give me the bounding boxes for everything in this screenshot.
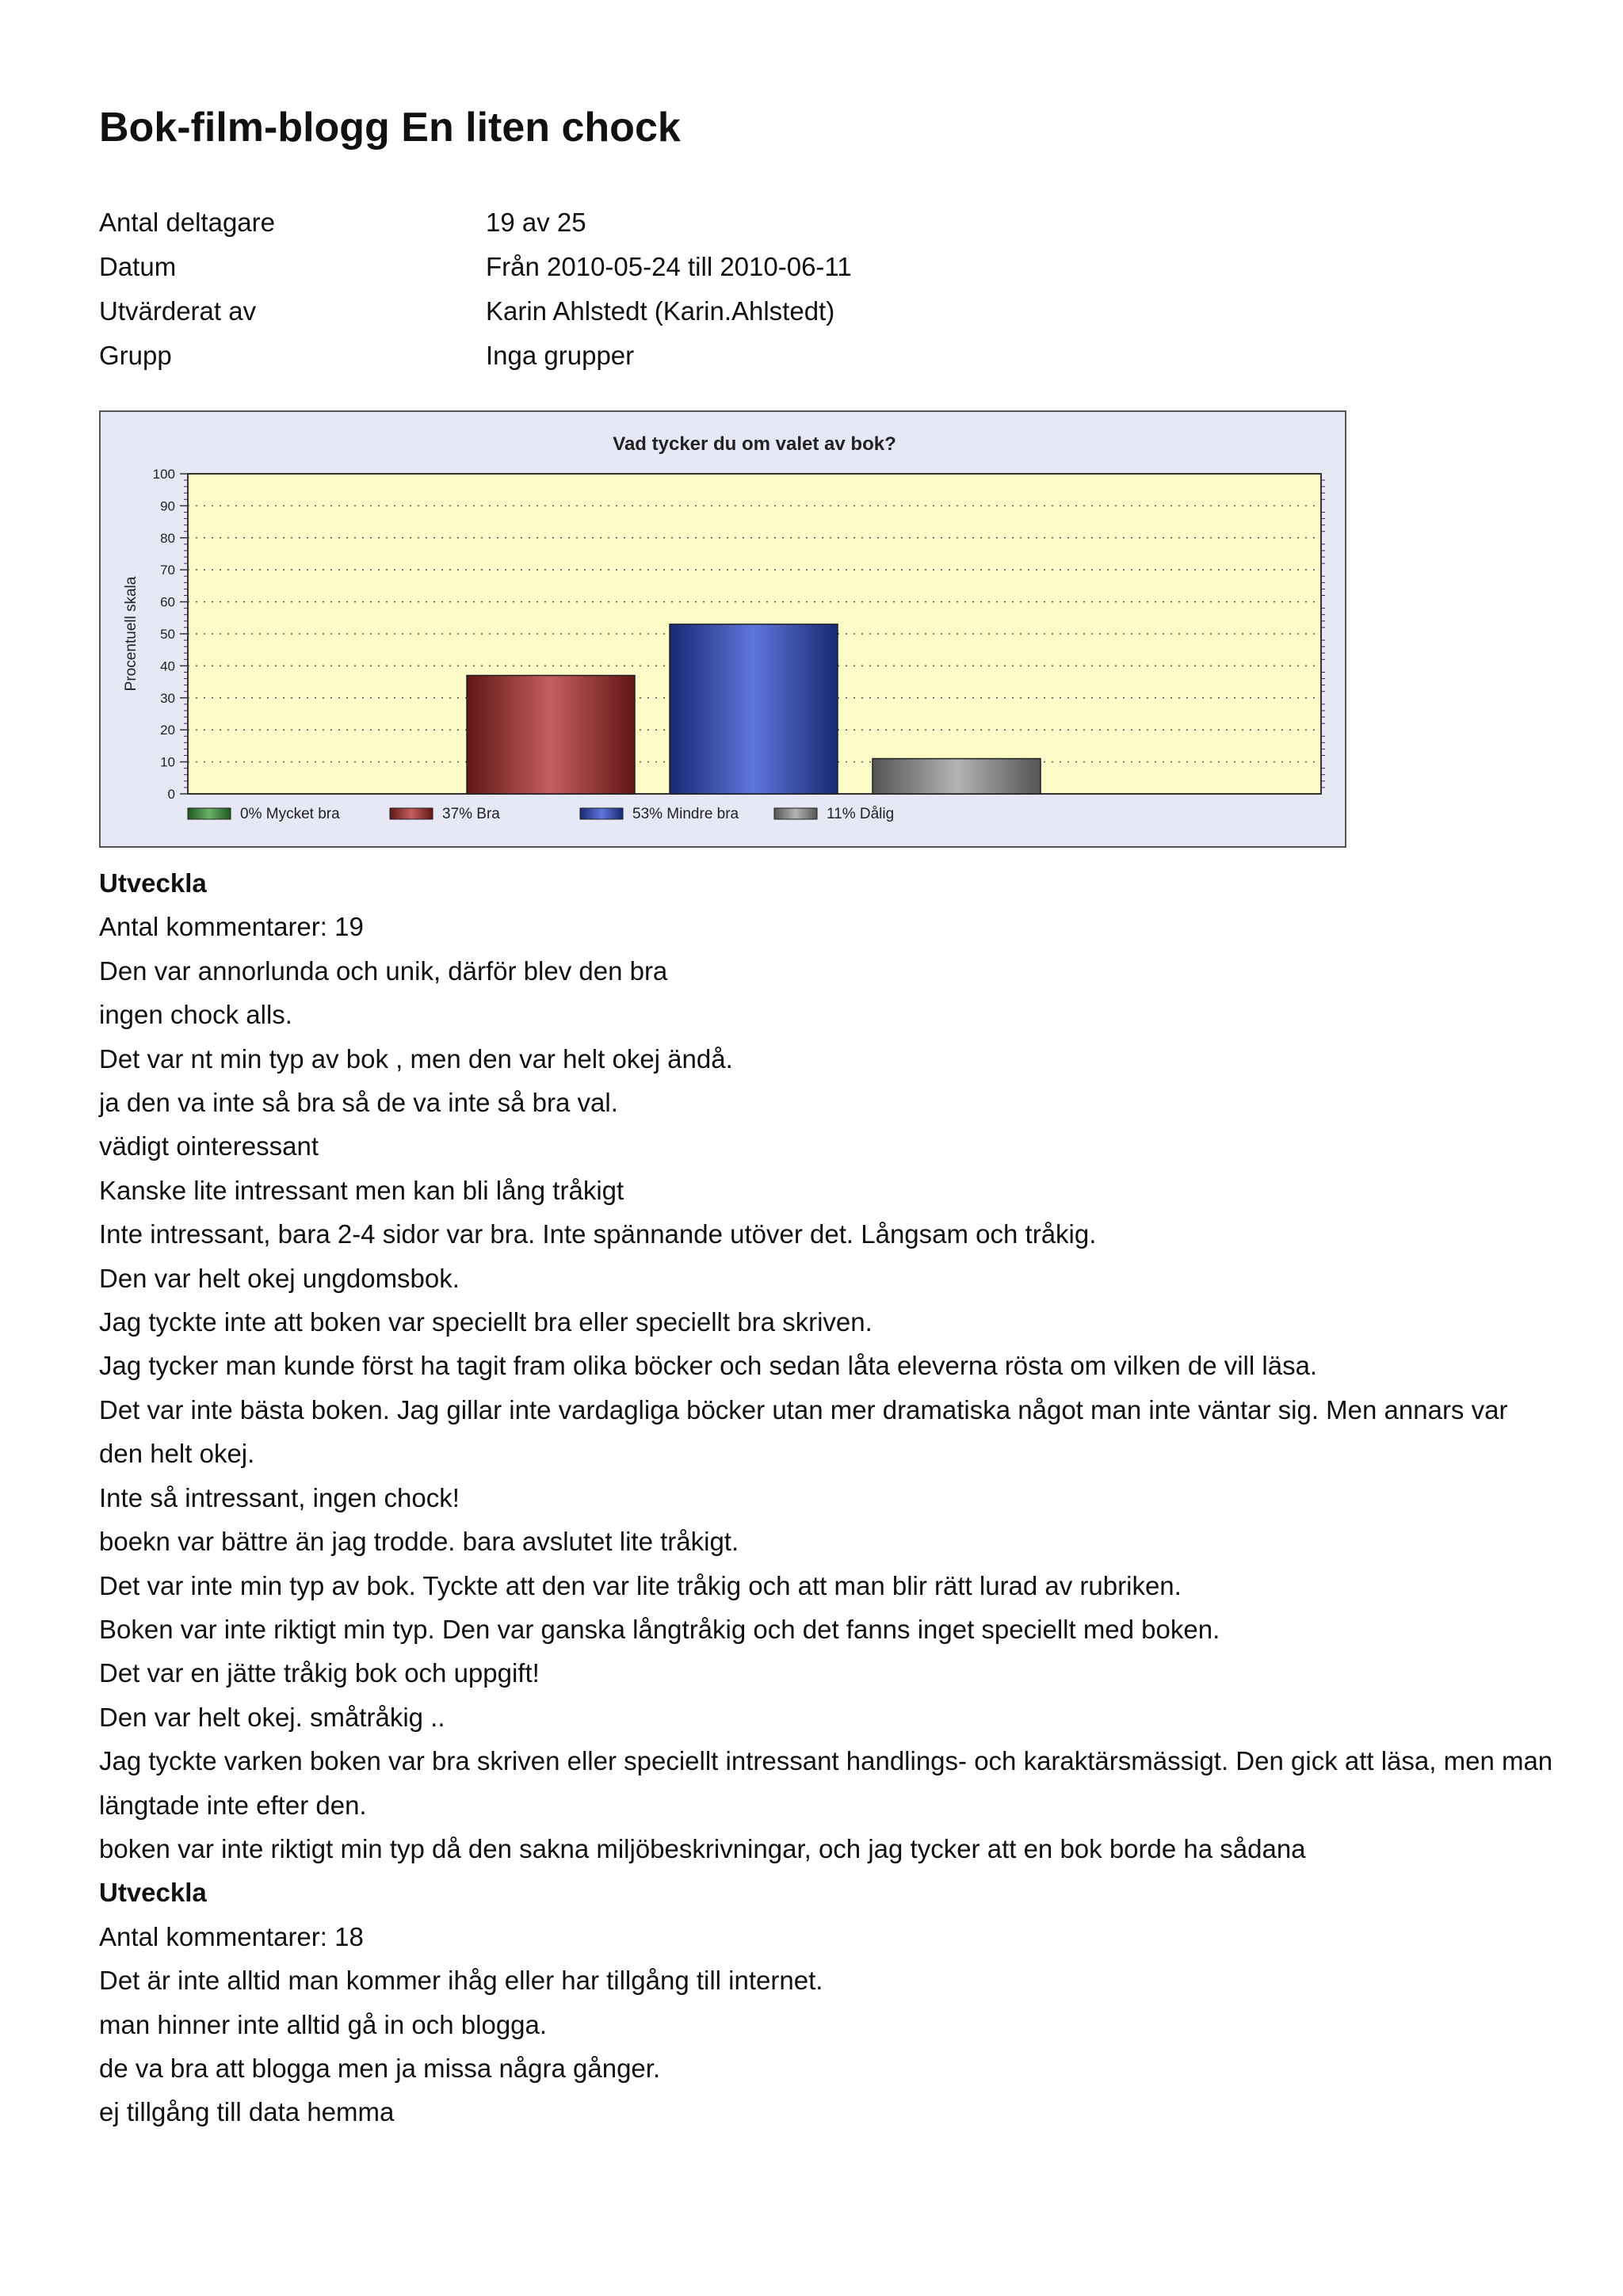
comment-section <box>99 861 1557 1871</box>
comment-item: boken var inte riktigt min typ då den sakna miljöbeskrivningar, och jag tycker att en bok borde ha sådana <box>99 1833 1306 1863</box>
comment-item: Det var en jätte tråkig bok och uppgift! <box>99 1658 540 1688</box>
y-tick-label: 50 <box>160 627 175 642</box>
comment-item: Kanske lite intressant men kan bli lång tråkigt <box>99 1175 624 1205</box>
comment-item: Jag tyckte varken boken var bra skriven eller speciellt intressant handlings- och karaktärsmässigt. Den gick att läsa, men man längtade inte efter den. <box>99 1746 1553 1820</box>
comment-item: Det var inte bästa boken. Jag gillar inte vardagliga böcker utan mer dramatiska något man inte väntar sig. Men annars var den helt okej. <box>99 1394 1508 1469</box>
meta-row-participants <box>99 200 1288 245</box>
comment-item: Boken var inte riktigt min typ. Den var ganska långtråkig och det fanns inget speciellt med boken. <box>99 1614 1220 1644</box>
comment-item: Det är inte alltid man kommer ihåg eller har tillgång till internet. <box>99 1966 823 1996</box>
legend-swatch <box>188 808 231 819</box>
meta-label: Antal deltagare <box>99 208 275 237</box>
comment-item: Inte så intressant, ingen chock! <box>99 1482 460 1512</box>
comment-sections <box>99 861 1557 2134</box>
meta-label: Datum <box>99 252 177 281</box>
comment-item: Det var nt min typ av bok , men den var helt okej ändå. <box>99 1043 733 1074</box>
bar-bra <box>467 676 635 794</box>
comment-item: Jag tyckte inte att boken var speciellt bra eller speciellt bra skriven. <box>99 1307 873 1337</box>
comment-item: ingen chock alls. <box>99 1000 292 1030</box>
comment-item: man hinner inte alltid gå in och blogga. <box>99 2009 548 2039</box>
legend-swatch <box>390 808 433 819</box>
comment-section <box>99 1871 1557 2134</box>
bar-dålig <box>873 759 1041 794</box>
y-tick-label: 80 <box>160 530 175 546</box>
y-tick-label: 40 <box>160 658 175 674</box>
comment-item: Det var inte min typ av bok. Tyckte att den var lite tråkig och att man blir rätt lurad av rubriken. <box>99 1570 1182 1600</box>
section-heading: Utveckla <box>99 868 207 898</box>
comment-item: ja den va inte så bra så de va inte så bra val. <box>99 1088 618 1118</box>
comment-item: Den var helt okej. småtråkig .. <box>99 1702 445 1732</box>
document-title: Bok-film-blogg En liten chock <box>99 105 681 151</box>
comment-item: vädigt ointeressant <box>99 1131 319 1161</box>
y-tick-label: 100 <box>152 467 175 482</box>
legend-swatch <box>774 808 817 819</box>
y-tick-label: 90 <box>160 498 175 514</box>
meta-value: Karin Ahlstedt (Karin.Ahlstedt) <box>486 296 835 326</box>
comment-item: ej tillgång till data hemma <box>99 2097 395 2127</box>
section-heading: Utveckla <box>99 1878 207 1908</box>
legend-swatch <box>580 808 623 819</box>
meta-value: Inga grupper <box>486 341 635 370</box>
meta-row-evaluator <box>99 289 1288 334</box>
legend-label: 0% Mycket bra <box>240 806 340 822</box>
y-tick-label: 30 <box>160 690 175 706</box>
meta-row-date <box>99 245 1288 289</box>
comment-item: Jag tycker man kunde först ha tagit fram olika böcker och sedan låta eleverna rösta om vilken de vill läsa. <box>99 1351 1318 1381</box>
comment-count: Antal kommentarer: 18 <box>99 1921 364 1951</box>
comment-item: boekn var bättre än jag trodde. bara avslutet lite tråkigt. <box>99 1527 739 1557</box>
y-tick-label: 20 <box>160 723 175 738</box>
legend-label: 37% Bra <box>442 806 500 822</box>
bar-chart-frame <box>99 410 1346 848</box>
meta-value: Från 2010-05-24 till 2010-06-11 <box>486 252 852 281</box>
bar-chart <box>101 412 1345 846</box>
comment-count: Antal kommentarer: 19 <box>99 912 364 942</box>
meta-label: Utvärderat av <box>99 296 257 326</box>
y-tick-label: 10 <box>160 754 175 770</box>
legend-label: 53% Mindre bra <box>632 806 739 822</box>
meta-label: Grupp <box>99 341 172 370</box>
comment-item: Inte intressant, bara 2-4 sidor var bra. Inte spännande utöver det. Långsam och tråkig. <box>99 1219 1097 1249</box>
y-tick-label: 0 <box>167 787 175 802</box>
comment-item: Den var helt okej ungdomsbok. <box>99 1263 460 1293</box>
comment-item: Den var annorlunda och unik, därför blev den bra <box>99 955 668 986</box>
meta-row-group <box>99 334 1288 378</box>
y-axis-label: Procentuell skala <box>123 576 139 692</box>
chart-title: Vad tycker du om valet av bok? <box>613 433 896 455</box>
meta-value: 19 av 25 <box>486 208 586 237</box>
legend-label: 11% Dålig <box>827 806 895 822</box>
y-tick-label: 60 <box>160 594 175 610</box>
comment-item: de va bra att blogga men ja missa några gånger. <box>99 2053 661 2083</box>
y-tick-label: 70 <box>160 563 175 578</box>
meta-table <box>99 200 1288 378</box>
bar-mindre-bra <box>670 624 838 794</box>
